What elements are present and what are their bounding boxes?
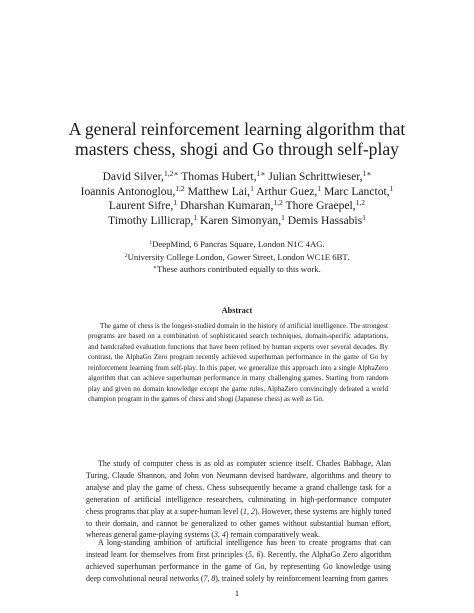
- author-name: Julian Schrittwieser,: [268, 170, 363, 183]
- affiliation-text: University College London, Gower Street, London WC1E 6BT.: [127, 251, 350, 262]
- affiliations: [40, 238, 434, 276]
- affiliation-mark: 2: [124, 252, 128, 259]
- author-mark: 1,2: [273, 198, 283, 207]
- title-line: A general reinforcement learning algorithm that: [68, 119, 406, 139]
- author-mark: 1: [389, 183, 394, 193]
- paragraph-text: ). Recently, the AlphaGo Zero algorithm achieved superhuman performance in the game of Go, by representing Go knowledge using deep convolutional neural networks (: [86, 549, 391, 583]
- citation: 3, 4: [213, 530, 226, 540]
- author-mark: 1: [362, 212, 366, 222]
- abstract-heading: Abstract: [221, 306, 253, 315]
- affiliation: [40, 251, 434, 264]
- author-list: [40, 170, 434, 228]
- author-name: Timothy Lillicrap,: [108, 213, 194, 227]
- author-mark: 1: [317, 183, 322, 193]
- title-line: masters chess, shogi and Go through self-play: [75, 139, 399, 159]
- body-paragraph: [86, 458, 391, 541]
- paragraph-text: The study of computer chess is as old as computer science itself. Charles Babbage, Alan Turing, Claude Shannon, and John von Neumann devised hardware, algorithms and theory to analyse and play the game of chess. Chess subsequently became a grand challenge task for a generation of artificial intelligence researchers, culminating in high-performance computer chess programs that play at a super-human level (: [86, 459, 391, 516]
- citation: 5, 6: [248, 549, 261, 559]
- author-mark: 1: [193, 212, 198, 222]
- author-name: Thore Graepel,: [285, 199, 356, 212]
- paper-title: [40, 119, 434, 159]
- author-name: Dharshan Kumaran,: [179, 199, 274, 212]
- author-mark: 1: [281, 212, 285, 222]
- affiliation-text: These authors contributed equally to this work.: [157, 264, 321, 275]
- author-line: [40, 170, 434, 185]
- author-mark: 1,2: [355, 198, 366, 207]
- author-name: Ioannis Antonoglou,: [80, 184, 176, 198]
- author-line: [40, 199, 434, 214]
- author-name: Arthur Guez,: [256, 184, 318, 198]
- paragraph-text: ). However, these systems are highly tuned to their domain, and cannot be generalized to other games without substantial human effort, whereas general game-playing systems (: [86, 506, 392, 540]
- author-line: [40, 214, 434, 229]
- abstract-text: [88, 321, 388, 405]
- author-name: Karen Simonyan,: [199, 213, 282, 227]
- author-mark: 1,2∗: [163, 169, 179, 178]
- author-name: Thomas Hubert,: [181, 170, 257, 183]
- author-mark: 1: [173, 198, 178, 207]
- author-line: [40, 185, 434, 200]
- author-name: David Silver,: [102, 170, 164, 183]
- author-mark: 1∗: [362, 169, 372, 178]
- abstract-body: The game of chess is the longest-studied domain in the history of artificial intelligence. The strongest programs are based on a combination of sophisticated search techniques, domain-specific adaptations, and handcrafted evaluation functions that have been refined by human experts over several decades. By contrast, the AlphaGo Zero program recently achieved superhuman performance in the game of Go by reinforcement learning from self-play. In this paper, we generalize this approach into a single AlphaZero algorithm that can achieve superhuman performance in many challenging games. Starting from random play and given no domain knowledge except the game rules, AlphaZero convincingly defeated a world champion program in the games of chess and shogi (Japanese chess) as well as Go.: [88, 322, 388, 404]
- paragraph-text: A long-standing ambition of artificial intelligence has been to create programs that can instead learn for themselves from first principles (: [86, 538, 391, 559]
- body-paragraph: [86, 537, 391, 585]
- affiliation: [40, 238, 434, 251]
- affiliation: [40, 263, 434, 276]
- citation: 7, 8: [203, 573, 216, 583]
- author-mark: 1∗: [256, 169, 266, 178]
- author-mark: 1,2: [175, 183, 185, 193]
- author-name: Marc Lanctot,: [323, 184, 390, 198]
- paragraph-text: ) remain comparatively weak.: [225, 530, 321, 540]
- author-name: Demis Hassabis: [287, 213, 363, 227]
- author-mark: 1: [250, 183, 254, 193]
- author-name: Matthew Lai,: [187, 184, 251, 198]
- affiliation-text: DeepMind, 6 Pancras Square, London N1C 4AG.: [152, 239, 325, 249]
- author-name: Laurent Sifre,: [108, 199, 174, 212]
- paragraph-text: ), trained solely by reinforcement learning from games: [215, 573, 388, 583]
- page-number: 1: [234, 588, 240, 598]
- affiliation-mark: 1: [149, 240, 153, 246]
- citation: 1, 2: [243, 506, 255, 516]
- affiliation-mark: ∗: [153, 265, 157, 272]
